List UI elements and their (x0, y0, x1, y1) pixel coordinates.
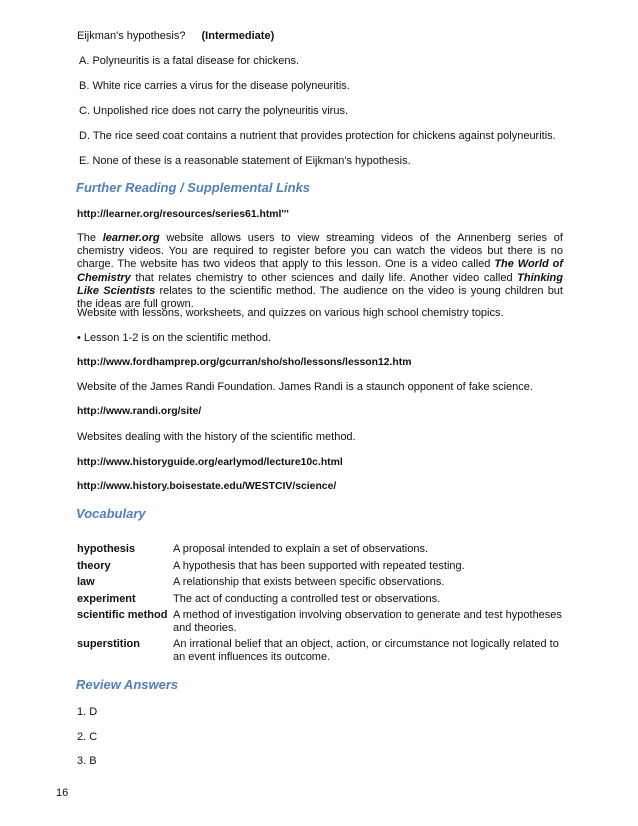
vocab-term: theory (77, 559, 111, 572)
review-answer-3: 3. B (77, 755, 97, 767)
vocab-row (77, 576, 565, 593)
vocab-term: superstition (77, 638, 140, 650)
vocab-row (77, 593, 565, 610)
learner-org-name: learner.org (102, 232, 160, 244)
question-stem (77, 30, 274, 43)
vocab-row (77, 638, 565, 667)
para-text: The (77, 232, 103, 244)
link-randi[interactable]: http://www.randi.org/site/ (77, 406, 202, 417)
vocab-row (77, 560, 565, 577)
vocab-definition: An irrational belief that an object, action, or circumstance not logically related to an event influences its outcome. (173, 638, 559, 663)
answer-option-b: B. White rice carries a virus for the disease polyneuritis. (79, 80, 350, 92)
para-text: relates to the scientific method. The audience on the video is young children but the ideas are full grown. (77, 284, 563, 311)
website-description-chemistry: Website with lessons, worksheets, and quizzes on various high school chemistry topics. (77, 307, 504, 319)
answer-option-d: D. The rice seed coat contains a nutrient that provides protection for chickens against polyneuritis. (79, 130, 556, 142)
video-title-thinking-like-scientists: Thinking Like Scientists (77, 271, 563, 297)
randi-description: Website of the James Randi Foundation. James Randi is a staunch opponent of fake science. (77, 381, 533, 393)
question-level: (Intermediate) (201, 30, 275, 42)
vocab-definition: The act of conducting a controlled test or observations. (173, 592, 441, 605)
answer-option-a: A. Polyneuritis is a fatal disease for chickens. (79, 55, 300, 67)
question-stem-text: Eijkman's hypothesis? (77, 30, 186, 42)
vocab-definition: A hypothesis that has been supported with repeated testing. (173, 559, 465, 572)
vocab-term: experiment (77, 592, 136, 605)
vocab-term: scientific method (77, 609, 168, 621)
further-reading-heading: Further Reading / Supplemental Links (76, 180, 311, 195)
bullet-lesson-item: • Lesson 1-2 is on the scientific method. (77, 332, 272, 344)
vocab-row (77, 543, 565, 560)
vocab-definition: A relationship that exists between specific observations. (173, 576, 445, 588)
review-answer-1: 1. D (77, 706, 98, 718)
review-answers-heading: Review Answers (76, 677, 179, 692)
vocabulary-heading: Vocabulary (76, 506, 146, 521)
review-answer-2: 2. C (77, 731, 98, 743)
vocabulary-table (77, 543, 565, 667)
vocab-row (77, 609, 565, 638)
para-text: that relates chemistry to other sciences and daily life. Another video called (130, 271, 518, 284)
vocab-definition: A proposal intended to explain a set of observations. (173, 543, 429, 555)
link-fordhamprep[interactable]: http://www.fordhamprep.org/gcurran/sho/sho/lessons/lesson12.htm (77, 357, 412, 368)
link-boisestate[interactable]: http://www.history.boisestate.edu/WESTCIV/science/ (77, 481, 337, 492)
vocab-term: law (77, 576, 95, 588)
page-number: 16 (56, 787, 69, 799)
link-learner-org[interactable]: http://learner.org/resources/series61.html''' (77, 209, 289, 220)
video-title-world-of-chemistry: The World of Chemistry (77, 258, 563, 284)
history-description: Websites dealing with the history of the scientific method. (77, 431, 356, 443)
learner-org-paragraph (77, 232, 563, 311)
vocab-definition: A method of investigation involving observation to generate and test hypotheses and theories. (173, 609, 562, 634)
para-text: website allows users to view streaming videos of the Annenberg series of chemistry videos. You are required to register before you can watch the videos but there is no charge. The website has two videos that apply to this lesson. One is a video called (77, 232, 563, 271)
answer-option-c: C. Unpolished rice does not carry the polyneuritis virus. (79, 105, 349, 117)
vocab-term: hypothesis (77, 543, 136, 555)
answer-option-e: E. None of these is a reasonable statement of Eijkman's hypothesis. (79, 155, 411, 167)
link-historyguide[interactable]: http://www.historyguide.org/earlymod/lecture10c.html (77, 457, 343, 468)
